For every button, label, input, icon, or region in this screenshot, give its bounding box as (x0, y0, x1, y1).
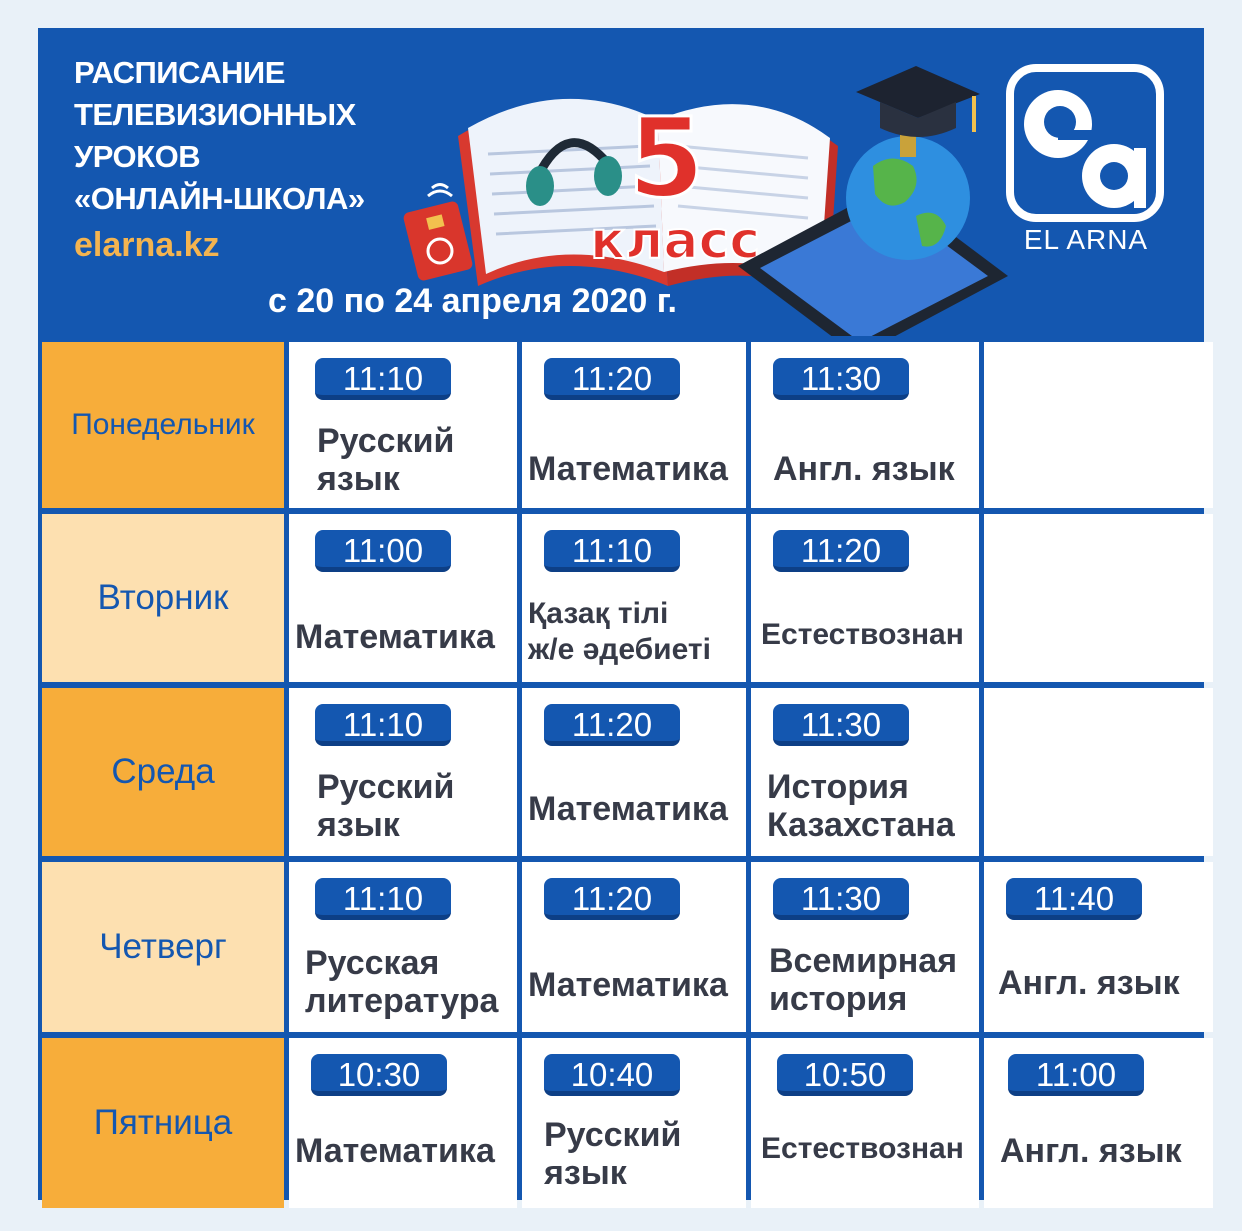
title-line: РАСПИСАНИЕ (74, 55, 285, 90)
lesson-cell (289, 1038, 517, 1208)
lesson-cell (522, 688, 746, 856)
subject-name: Всемирная история (769, 942, 958, 1018)
subject-name: Англ. язык (998, 964, 1180, 1002)
day-label: Пятница (42, 1038, 284, 1208)
date-range: с 20 по 24 апреля 2020 г. (268, 282, 677, 320)
subject-name: Русский язык (317, 422, 455, 498)
lesson-cell (522, 862, 746, 1032)
time-badge: 11:30 (773, 358, 909, 400)
subject-name: Англ. язык (773, 450, 955, 488)
day-label: Среда (42, 688, 284, 856)
time-badge: 11:30 (773, 704, 909, 746)
subject-name: Математика (295, 618, 495, 656)
empty-cell (984, 688, 1213, 856)
time-badge: 11:20 (773, 530, 909, 572)
time-badge: 11:20 (544, 358, 680, 400)
empty-cell (984, 342, 1213, 508)
lesson-cell (522, 514, 746, 682)
title-line: «ОНЛАЙН-ШКОЛА» (74, 181, 365, 216)
lesson-cell (522, 1038, 746, 1208)
schedule-poster (38, 28, 1204, 1200)
subject-name: Қазақ тілі ж/е әдебиеті (528, 597, 711, 666)
subject-name: Русская литература (305, 944, 499, 1020)
time-badge: 10:50 (777, 1054, 913, 1096)
time-badge: 11:40 (1006, 878, 1142, 920)
day-label: Понедельник (42, 342, 284, 508)
time-badge: 10:40 (544, 1054, 680, 1096)
grade-number: 5 (628, 94, 705, 222)
lesson-cell (984, 862, 1213, 1032)
title-line: УРОКОВ (74, 139, 201, 174)
subject-name: Естествознан (761, 1132, 964, 1165)
lesson-cell (751, 514, 979, 682)
subject-name: Математика (528, 966, 728, 1004)
subject-name: История Казахстана (767, 768, 955, 844)
site-link[interactable]: elarna.kz (74, 226, 220, 264)
lesson-cell (751, 342, 979, 508)
globe-icon (846, 131, 970, 260)
time-badge: 11:10 (315, 704, 451, 746)
lesson-cell (289, 514, 517, 682)
lesson-cell (289, 342, 517, 508)
title-line: ТЕЛЕВИЗИОННЫХ (74, 97, 356, 132)
lesson-cell (984, 1038, 1213, 1208)
time-badge: 11:20 (544, 704, 680, 746)
time-badge: 11:10 (315, 358, 451, 400)
subject-name: Англ. язык (1000, 1132, 1182, 1170)
schedule-table (38, 340, 1204, 1200)
time-badge: 10:30 (311, 1054, 447, 1096)
subject-name: Естествознан (761, 618, 964, 651)
time-badge: 11:10 (544, 530, 680, 572)
grade-word: класс (590, 211, 761, 271)
card-icon (402, 185, 473, 282)
lesson-cell (751, 688, 979, 856)
poster-title (74, 52, 365, 220)
lesson-cell (289, 862, 517, 1032)
subject-name: Русский язык (317, 768, 455, 844)
lesson-cell (522, 342, 746, 508)
time-badge: 11:00 (315, 530, 451, 572)
el-arna-logo (1006, 64, 1166, 304)
time-badge: 11:00 (1008, 1054, 1144, 1096)
subject-name: Математика (295, 1132, 495, 1170)
lesson-cell (289, 688, 517, 856)
lesson-cell (751, 1038, 979, 1208)
empty-cell (984, 514, 1213, 682)
subject-name: Математика (528, 790, 728, 828)
logo-label: EL ARNA (1023, 224, 1149, 255)
time-badge: 11:20 (544, 878, 680, 920)
time-badge: 11:10 (315, 878, 451, 920)
lesson-cell (751, 862, 979, 1032)
subject-name: Математика (528, 450, 728, 488)
subject-name: Русский язык (544, 1116, 682, 1192)
day-label: Четверг (42, 862, 284, 1032)
graduation-cap-icon (856, 66, 980, 137)
time-badge: 11:30 (773, 878, 909, 920)
day-label: Вторник (42, 514, 284, 682)
poster-header (38, 28, 1204, 340)
